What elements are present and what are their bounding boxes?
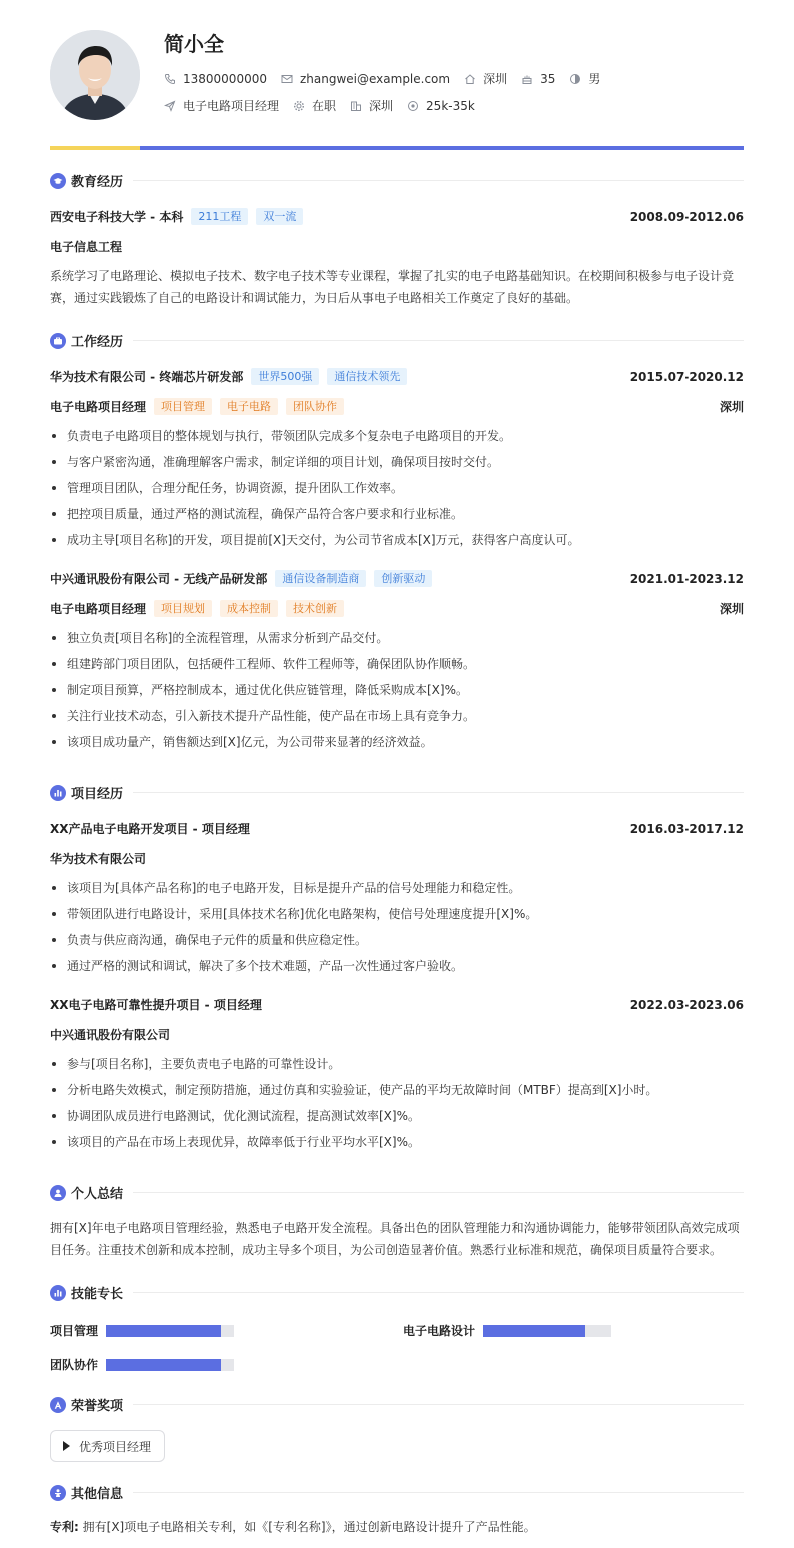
building-icon [350, 100, 362, 112]
company-tag: 通信设备制造商 [275, 570, 366, 587]
project-name-row [50, 996, 744, 1013]
list-item: 与客户紧密沟通，准确理解客户需求，制定详细的项目计划，确保项目按时交付。 [50, 449, 744, 475]
mail-icon [281, 73, 293, 85]
info-people-icon [50, 1485, 66, 1501]
gear-icon [293, 100, 305, 112]
school-tag: 211工程 [191, 208, 248, 225]
role-tag: 技术创新 [286, 600, 344, 617]
email-text: zhangwei@example.com [299, 71, 451, 86]
section-work-title: 工作经历 [71, 335, 124, 350]
contact-info-row [164, 70, 614, 87]
play-triangle-icon [63, 1441, 70, 1451]
section-education [50, 171, 744, 190]
skill-name: 团队协作 [50, 1358, 99, 1372]
avatar-portrait-icon [50, 30, 140, 120]
education-major-row [50, 238, 744, 255]
role-tag: 项目规划 [154, 600, 212, 617]
user-icon [50, 1185, 66, 1201]
list-item: 协调团队成员进行电路测试，优化测试流程，提高测试效率[X]%。 [50, 1103, 744, 1129]
salary-item [407, 99, 475, 113]
bar-chart-icon [50, 1285, 66, 1301]
job-date: 2021.01-2023.12 [629, 571, 744, 586]
project-name-row [50, 820, 744, 837]
job-location: 深圳 [719, 400, 744, 414]
project-company-row [50, 850, 744, 867]
project-name: XX电子电路可靠性提升项目 - 项目经理 [50, 998, 262, 1012]
briefcase-icon [50, 333, 66, 349]
list-item: 关注行业技术动态，引入新技术提升产品性能，使产品在市场上具有竞争力。 [50, 703, 744, 729]
list-item: 该项目为[具体产品名称]的电子电路开发，目标是提升产品的信号处理能力和稳定性。 [50, 875, 744, 901]
coin-icon [407, 100, 419, 112]
section-other-title: 其他信息 [71, 1487, 124, 1502]
section-skills-title: 技能专长 [71, 1287, 124, 1302]
target-city-text: 深圳 [369, 99, 394, 113]
education-school-row [50, 208, 744, 225]
company-tag: 通信技术领先 [327, 368, 407, 385]
list-item: 负责电子电路项目的整体规划与执行，带领团队完成多个复杂电子电路项目的开发。 [50, 423, 744, 449]
job-role-row [50, 600, 744, 617]
candidate-name: 简小全 [164, 32, 224, 56]
section-divider [133, 1292, 744, 1293]
gender-item [569, 70, 600, 87]
gender-icon [569, 73, 581, 85]
section-projects [50, 783, 744, 802]
section-divider [133, 340, 744, 341]
list-item: 该项目的产品在市场上表现优异，故障率低于行业平均水平[X]%。 [50, 1129, 744, 1155]
age-item [521, 72, 555, 86]
section-summary [50, 1183, 744, 1202]
job-date: 2015.07-2020.12 [629, 369, 744, 384]
phone-icon [164, 73, 176, 85]
list-item: 分析电路失效模式，制定预防措施，通过仿真和实验验证，使产品的平均无故障时间（MTBF）提高到[X]小时。 [50, 1077, 744, 1103]
job-bullets [50, 423, 744, 553]
phone-text: 13800000000 [183, 71, 267, 86]
award-item [50, 1430, 165, 1462]
role-tag: 成本控制 [220, 600, 278, 617]
position-item [164, 97, 279, 114]
project-date: 2022.03-2023.06 [629, 997, 744, 1012]
company-tag: 创新驱动 [374, 570, 432, 587]
section-divider [133, 1192, 744, 1193]
header-divider-bar [50, 146, 744, 150]
skill-item [50, 1356, 234, 1373]
list-item: 负责与供应商沟通，确保电子元件的质量和供应稳定性。 [50, 927, 744, 953]
list-item: 该项目成功量产，销售额达到[X]亿元，为公司带来显著的经济效益。 [50, 729, 744, 755]
list-item: 带领团队进行电路设计，采用[具体技术名称]优化电路架构，使信号处理速度提升[X]%。 [50, 901, 744, 927]
job-location: 深圳 [719, 602, 744, 616]
section-other [50, 1483, 744, 1502]
section-awards-title: 荣誉奖项 [71, 1399, 124, 1414]
city-item [464, 70, 507, 87]
section-work [50, 331, 744, 350]
award-icon [50, 1397, 66, 1413]
skill-bar [483, 1325, 611, 1337]
age-text: 35 [540, 71, 556, 86]
other-label: 专利: [50, 1520, 79, 1534]
avatar [50, 30, 140, 120]
project-name: XX产品电子电路开发项目 - 项目经理 [50, 822, 250, 836]
section-skills [50, 1283, 744, 1302]
list-item: 通过严格的测试和调试，解决了多个技术难题，产品一次性通过客户验收。 [50, 953, 744, 979]
education-description: 系统学习了电路理论、模拟电子技术、数字电子技术等专业课程，掌握了扎实的电子电路基础知识。在校期间积极参与电子设计竞赛，通过实践锻炼了自己的电路设计和调试能力，为日后从事电子电路相关工作奠定了良好的基础。 [50, 269, 735, 305]
project-bullets [50, 1051, 744, 1155]
major-name: 电子信息工程 [50, 240, 123, 254]
skill-bar-fill [106, 1359, 221, 1371]
section-awards [50, 1395, 744, 1414]
target-city-item [350, 97, 393, 114]
job-role-row [50, 398, 744, 415]
project-bullets [50, 875, 744, 979]
project-company: 华为技术有限公司 [50, 852, 147, 866]
skill-name: 项目管理 [50, 1324, 99, 1338]
list-item: 把控项目质量，通过严格的测试流程，确保产品符合客户要求和行业标准。 [50, 501, 744, 527]
project-company: 中兴通讯股份有限公司 [50, 1028, 171, 1042]
education-date: 2008.09-2012.06 [629, 209, 744, 224]
job-role: 电子电路项目经理 [50, 602, 147, 616]
skill-bar-fill [106, 1325, 221, 1337]
job-bullets [50, 625, 744, 755]
section-divider [133, 180, 744, 181]
graduation-cap-icon [50, 173, 66, 189]
job-company-row [50, 368, 744, 385]
role-tag: 团队协作 [286, 398, 344, 415]
award-text: 优秀项目经理 [79, 1439, 152, 1454]
skill-item [50, 1322, 234, 1339]
role-tag: 项目管理 [154, 398, 212, 415]
job-role: 电子电路项目经理 [50, 400, 147, 414]
section-summary-title: 个人总结 [71, 1187, 124, 1202]
skill-bar [106, 1359, 234, 1371]
salary-text: 25k-35k [426, 98, 475, 113]
skill-bar-fill [483, 1325, 585, 1337]
section-projects-title: 项目经历 [71, 787, 124, 802]
skill-item [403, 1322, 611, 1339]
skill-name: 电子电路设计 [403, 1324, 476, 1338]
other-text: 拥有[X]项电子电路相关专利，如《[专利名称]》，通过创新电路设计提升了产品性能。 [82, 1520, 536, 1534]
section-divider [133, 1404, 744, 1405]
list-item: 制定项目预算，严格控制成本，通过优化供应链管理，降低采购成本[X]%。 [50, 677, 744, 703]
status-item [293, 97, 336, 114]
position-text: 电子电路项目经理 [183, 99, 280, 113]
company-tag: 世界500强 [251, 368, 319, 385]
list-item: 独立负责[项目名称]的全流程管理，从需求分析到产品交付。 [50, 625, 744, 651]
role-tag: 电子电路 [220, 398, 278, 415]
job-company: 中兴通讯股份有限公司 - 无线产品研发部 [50, 572, 268, 586]
school-tag: 双一流 [256, 208, 303, 225]
city-text: 深圳 [483, 72, 508, 86]
other-info-line [50, 1518, 536, 1535]
list-item: 参与[项目名称]，主要负责电子电路的可靠性设计。 [50, 1051, 744, 1077]
gender-text: 男 [588, 72, 601, 86]
list-item: 成功主导[项目名称]的开发，项目提前[X]天交付，为公司节省成本[X]万元，获得客户高度认可。 [50, 527, 744, 553]
project-company-row [50, 1026, 744, 1043]
job-company: 华为技术有限公司 - 终端芯片研发部 [50, 370, 244, 384]
section-education-title: 教育经历 [71, 175, 124, 190]
section-divider [133, 1492, 744, 1493]
home-icon [464, 73, 476, 85]
list-item: 管理项目团队，合理分配任务，协调资源，提升团队工作效率。 [50, 475, 744, 501]
section-divider [133, 792, 744, 793]
phone-item [164, 72, 267, 86]
job-company-row [50, 570, 744, 587]
email-item [281, 72, 450, 86]
cake-icon [521, 73, 533, 85]
status-text: 在职 [312, 99, 337, 113]
summary-text: 拥有[X]年电子电路项目管理经验，熟悉电子电路开发全流程。具备出色的团队管理能力和沟通协调能力，能够带领团队高效完成项目任务。注重技术创新和成本控制，成功主导多个项目，为公司创造显著价值。熟悉行业标准和规范，确保项目质量符合要求。 [50, 1221, 740, 1257]
send-icon [164, 100, 176, 112]
job-info-row [164, 97, 489, 114]
school-name: 西安电子科技大学 - 本科 [50, 210, 184, 224]
list-item: 组建跨部门项目团队，包括硬件工程师、软件工程师等，确保团队协作顺畅。 [50, 651, 744, 677]
skill-bar [106, 1325, 234, 1337]
project-date: 2016.03-2017.12 [629, 821, 744, 836]
bar-chart-icon [50, 785, 66, 801]
header-divider-accent [50, 146, 140, 150]
